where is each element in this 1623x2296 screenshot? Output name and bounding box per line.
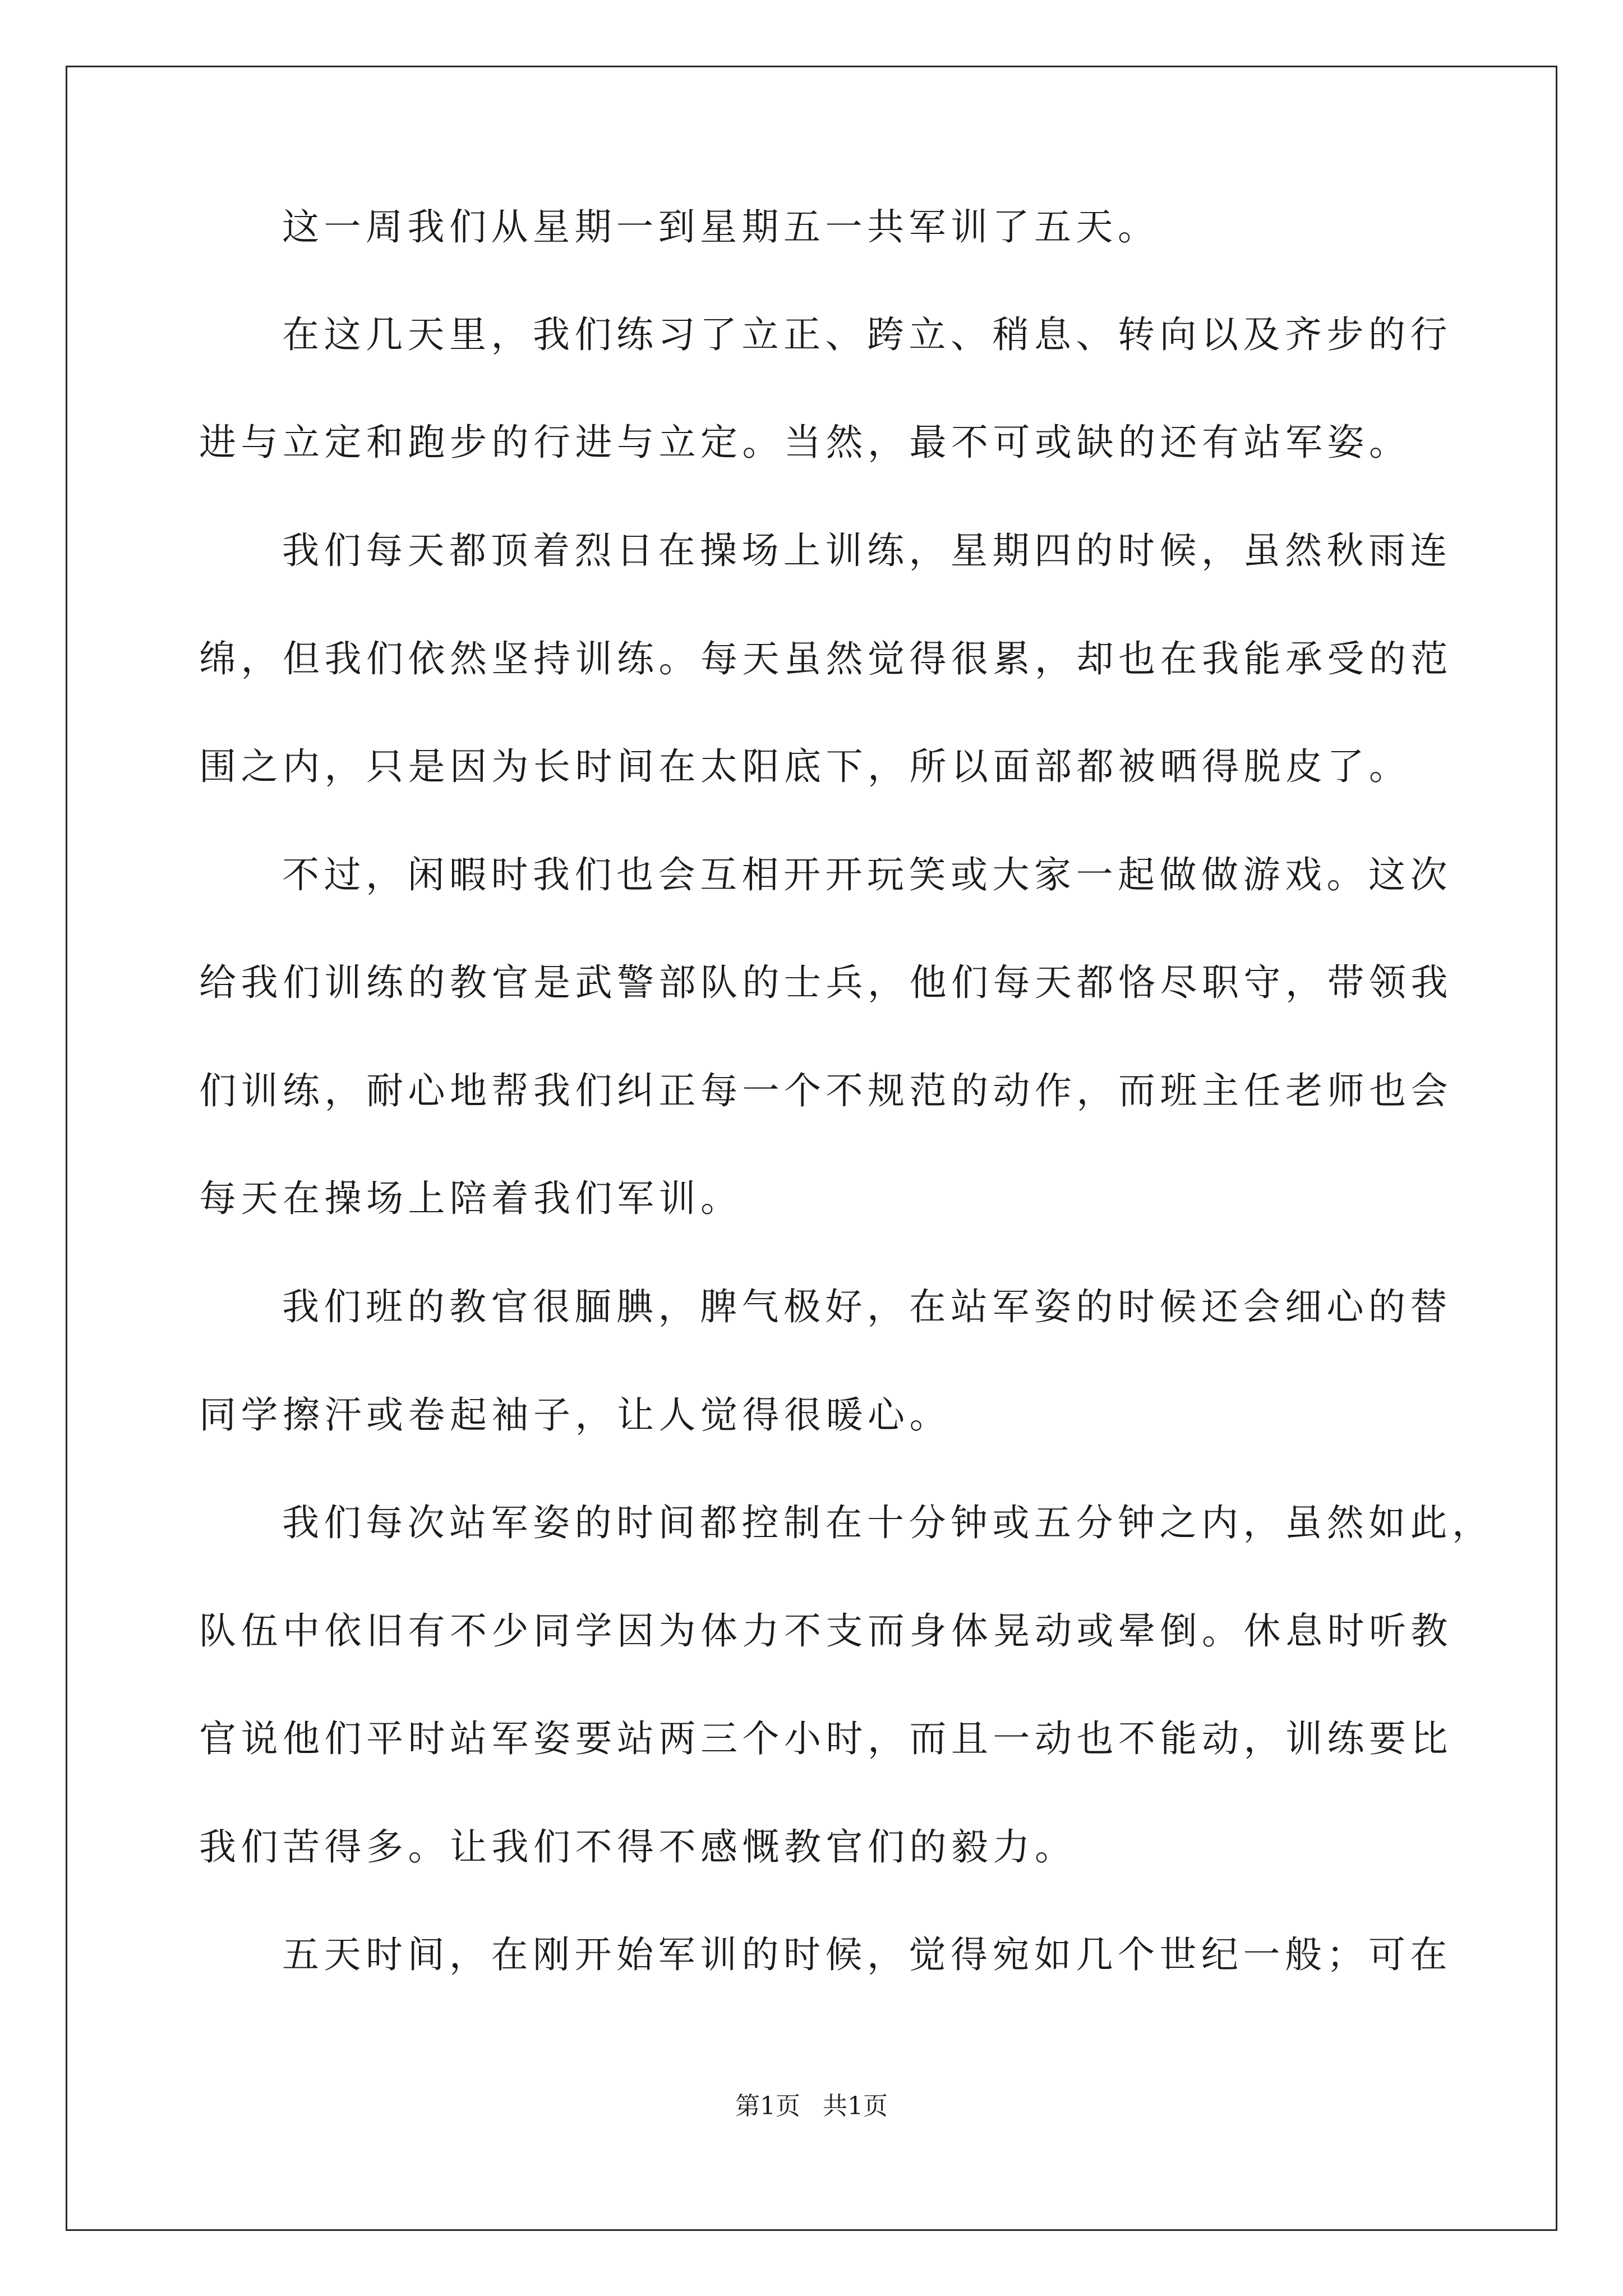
text-line: 每天在操场上陪着我们军训。 — [199, 1177, 743, 1220]
text-line: 官说他们平时站军姿要站两三个小时，而且一动也不能动，训练要比 — [199, 1717, 1453, 1760]
text-line: 不过，闲暇时我们也会互相开开玩笑或大家一起做做游戏。这次 — [282, 853, 1452, 896]
text-line: 我们每次站军姿的时间都控制在十分钟或五分钟之内，虽然如此， — [282, 1501, 1494, 1544]
text-line: 我们班的教官很腼腆，脾气极好，在站军姿的时候还会细心的替 — [282, 1285, 1452, 1328]
text-line: 进与立定和跑步的行进与立定。当然，最不可或缺的还有站军姿。 — [199, 421, 1411, 464]
text-line: 绵，但我们依然坚持训练。每天虽然觉得很累，却也在我能承受的范 — [199, 637, 1453, 680]
text-line: 在这几天里，我们练习了立正、跨立、稍息、转向以及齐步的行 — [282, 313, 1452, 356]
page-number: 第1页 — [735, 2092, 800, 2120]
text-line: 们训练，耐心地帮我们纠正每一个不规范的动作，而班主任老师也会 — [199, 1069, 1453, 1112]
text-line: 五天时间，在刚开始军训的时候，觉得宛如几个世纪一般；可在 — [282, 1933, 1452, 1976]
text-line: 给我们训练的教官是武警部队的士兵，他们每天都恪尽职守，带领我 — [199, 961, 1453, 1004]
text-line: 我们每天都顶着烈日在操场上训练，星期四的时候，虽然秋雨连 — [282, 529, 1452, 572]
text-line: 同学擦汗或卷起袖子，让人觉得很暖心。 — [199, 1393, 951, 1437]
page-total: 共1页 — [823, 2092, 888, 2120]
text-line: 这一周我们从星期一到星期五一共军训了五天。 — [282, 205, 1160, 249]
text-line: 围之内，只是因为长时间在太阳底下，所以面部都被晒得脱皮了。 — [199, 745, 1411, 788]
page-border — [66, 66, 1557, 2231]
text-line: 我们苦得多。让我们不得不感慨教官们的毅力。 — [199, 1825, 1077, 1869]
page-footer — [0, 2091, 1623, 2122]
text-line: 队伍中依旧有不少同学因为体力不支而身体晃动或晕倒。休息时听教 — [199, 1609, 1453, 1653]
